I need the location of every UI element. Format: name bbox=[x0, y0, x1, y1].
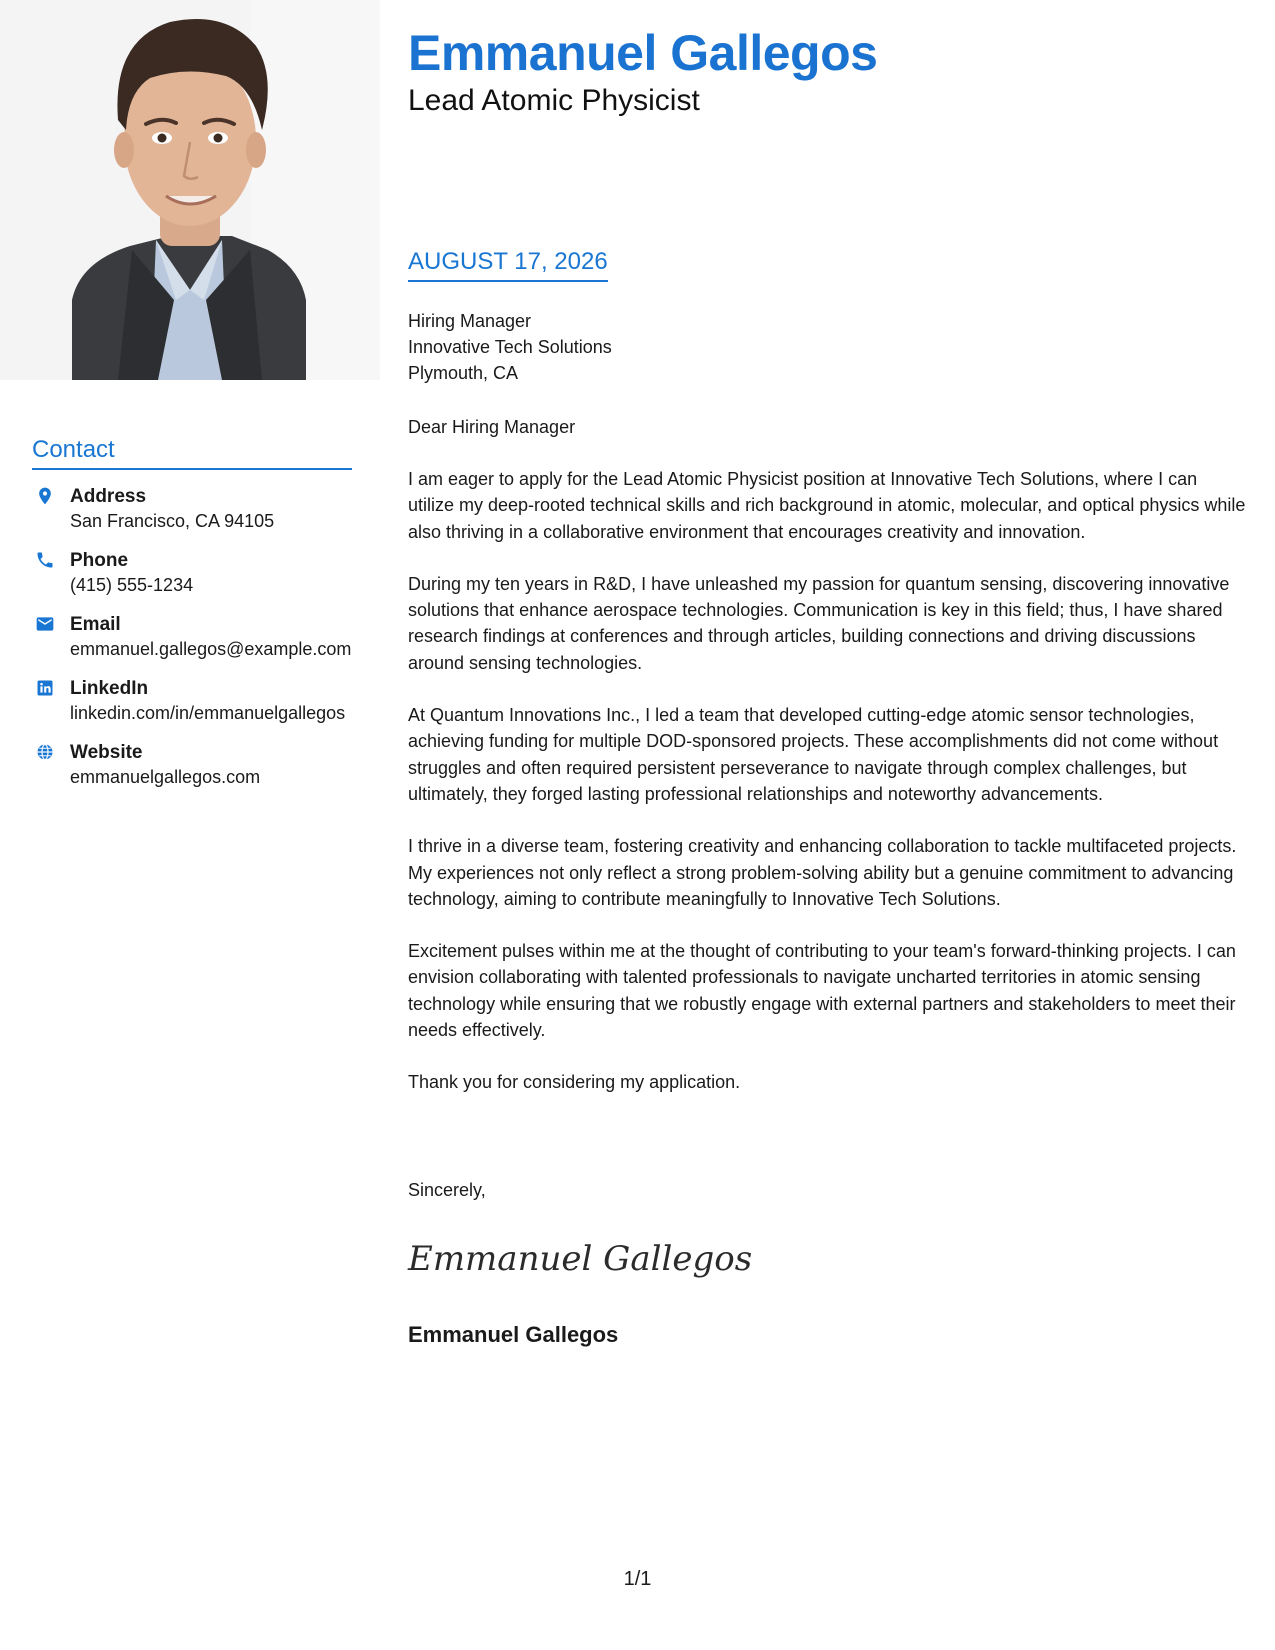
svg-text:Emmanuel Gallegos: Emmanuel Gallegos bbox=[408, 1239, 753, 1279]
contact-label: LinkedIn bbox=[70, 678, 149, 699]
contact-label: Email bbox=[70, 614, 121, 635]
salutation: Dear Hiring Manager bbox=[408, 417, 576, 437]
recipient-line: Innovative Tech Solutions bbox=[408, 337, 612, 357]
globe-icon bbox=[35, 742, 55, 762]
contact-label: Address bbox=[70, 486, 147, 507]
recipient-line: Hiring Manager bbox=[408, 311, 532, 331]
body-paragraph: I thrive in a diverse team, fostering creativity and enhancing collaboration to tackle multifaceted projects. My experiences not only reflect a strong problem-solving ability but a genuine commitment to advancing technology, aiming to contribute meaningfully to Innovative Tech Solutions. bbox=[408, 836, 1237, 909]
contact-address bbox=[32, 484, 352, 534]
signature bbox=[408, 1228, 753, 1288]
job-title: Lead Atomic Physicist bbox=[408, 84, 700, 117]
address-value: San Francisco, CA 94105 bbox=[70, 511, 275, 531]
email-icon bbox=[35, 614, 55, 634]
recipient-block bbox=[408, 308, 612, 386]
body-paragraph: Thank you for considering my application. bbox=[408, 1072, 741, 1093]
body-paragraph: I am eager to apply for the Lead Atomic Physicist position at Innovative Tech Solutions, where I can utilize my deep-rooted technical skills and rich background in atomic, molecular, and optical physics while also thriving in a collaborative environment that encourages creativity and innovation. bbox=[408, 469, 1246, 542]
contact-email bbox=[32, 612, 352, 662]
linkedin-icon bbox=[35, 678, 55, 698]
phone-icon bbox=[35, 550, 55, 570]
contact-label: Phone bbox=[70, 550, 129, 571]
body-paragraph: During my ten years in R&D, I have unleashed my passion for quantum sensing, discovering innovative solutions that enhance aerospace technologies. Communication is key in this field; thus, I have shared research findings at conferences and through articles, building connections and driving discussions around sensing technologies. bbox=[408, 573, 1230, 673]
letter-date: AUGUST 17, 2026 bbox=[408, 248, 608, 282]
closing: Sincerely, bbox=[408, 1180, 486, 1200]
recipient-line: Plymouth, CA bbox=[408, 363, 519, 383]
linkedin-value[interactable]: linkedin.com/in/emmanuelgallegos bbox=[70, 703, 346, 723]
sidebar bbox=[0, 0, 380, 1650]
contact-heading: Contact bbox=[32, 436, 352, 470]
location-pin-icon bbox=[35, 486, 55, 506]
website-value[interactable]: emmanuelgallegos.com bbox=[70, 767, 261, 787]
page-number: 1/1 bbox=[623, 1568, 652, 1590]
signed-name: Emmanuel Gallegos bbox=[408, 1322, 619, 1347]
contact-linkedin bbox=[32, 676, 352, 726]
phone-value[interactable]: (415) 555-1234 bbox=[70, 575, 194, 595]
contact-website bbox=[32, 740, 352, 790]
body-paragraph: At Quantum Innovations Inc., I led a team that developed cutting-edge atomic sensor technologies, achieving funding for multiple DOD-sponsored projects. These accomplishments did not come without struggles and often required persistent perseverance to navigate through complex challenges, but ultimately, they forged lasting professional relationships and noteworthy advancements. bbox=[408, 705, 1219, 804]
contact-phone bbox=[32, 548, 352, 598]
profile-photo bbox=[0, 0, 380, 380]
contact-section bbox=[32, 436, 352, 790]
contact-label: Website bbox=[70, 742, 143, 763]
email-value[interactable]: emmanuel.gallegos@example.com bbox=[70, 639, 352, 659]
letter-body bbox=[408, 466, 1248, 1122]
applicant-name: Emmanuel Gallegos bbox=[408, 25, 878, 81]
body-paragraph: Excitement pulses within me at the thought of contributing to your team's forward-thinking projects. I can envision collaborating with talented professionals to navigate uncharted territories in atomic sensing technology while ensuring that we robustly engage with external partners and stakeholders to meet their needs effectively. bbox=[408, 941, 1236, 1041]
portrait-image bbox=[0, 0, 380, 380]
